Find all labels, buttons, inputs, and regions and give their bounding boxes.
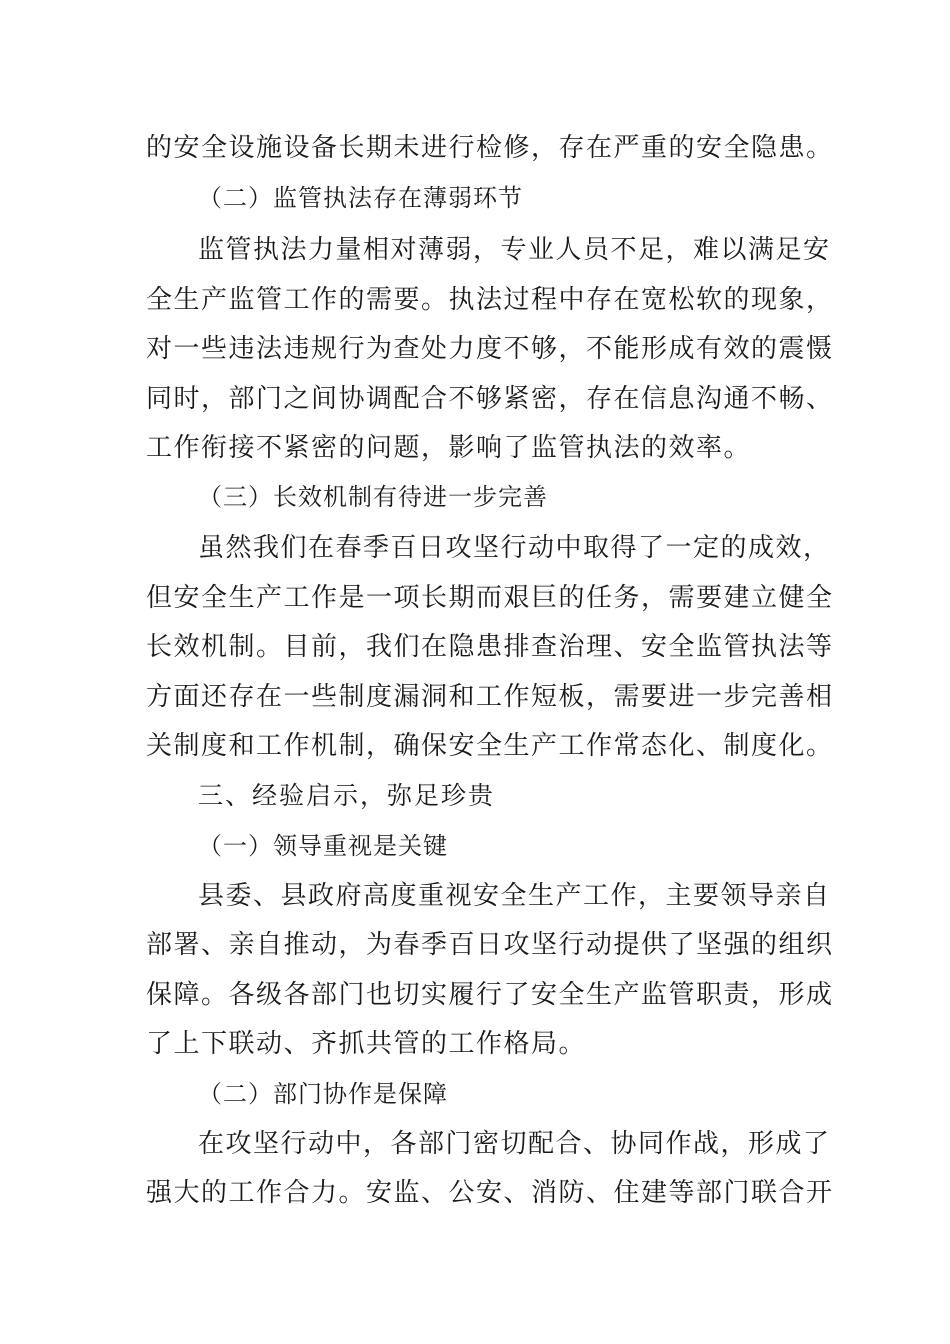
chapter-heading: 三、经验启示，弥足珍贵 <box>198 781 496 810</box>
body-line: 工作衔接不紧密的问题，影响了监管执法的效率。 <box>146 433 752 463</box>
body-line: 长效机制。目前，我们在隐患排查治理、安全监管执法等 <box>146 632 834 662</box>
body-line: 县委、县政府高度重视安全生产工作，主要领导亲自 <box>198 881 831 911</box>
body-line: 但安全生产工作是一项长期而艰巨的任务，需要建立健全 <box>146 583 834 613</box>
body-line: 了上下联动、齐抓共管的工作格局。 <box>146 1029 587 1059</box>
body-line: 全生产监管工作的需要。执法过程中存在宽松软的现象， <box>146 285 834 315</box>
section-heading: （二）部门协作是保障 <box>198 1080 448 1108</box>
body-line: 虽然我们在春季百日攻坚行动中取得了一定的成效， <box>198 533 831 563</box>
body-line: 的安全设施设备长期未进行检修，存在严重的安全隐患。 <box>146 133 834 163</box>
body-line: 保障。各级各部门也切实履行了安全生产监管职责，形成 <box>146 980 834 1010</box>
body-line: 关制度和工作机制，确保安全生产工作常态化、制度化。 <box>146 731 834 761</box>
section-heading: （二）监管执法存在薄弱环节 <box>198 184 523 212</box>
body-line: 对一些违法违规行为查处力度不够，不能形成有效的震慑 <box>146 334 834 364</box>
body-line: 监管执法力量相对薄弱，专业人员不足，难以满足安 <box>198 235 831 265</box>
section-heading: （一）领导重视是关键 <box>198 832 448 860</box>
section-heading: （三）长效机制有待进一步完善 <box>198 483 548 511</box>
body-line: 强大的工作合力。安监、公安、消防、住建等部门联合开 <box>146 1178 834 1208</box>
body-line: 方面还存在一些制度漏洞和工作短板，需要进一步完善相 <box>146 682 834 712</box>
body-line: 部署、亲自推动，为春季百日攻坚行动提供了坚强的组织 <box>146 930 834 960</box>
body-line: 同时，部门之间协调配合不够紧密，存在信息沟通不畅、 <box>146 384 834 414</box>
body-line: 在攻坚行动中，各部门密切配合、协同作战，形成了 <box>198 1129 831 1159</box>
